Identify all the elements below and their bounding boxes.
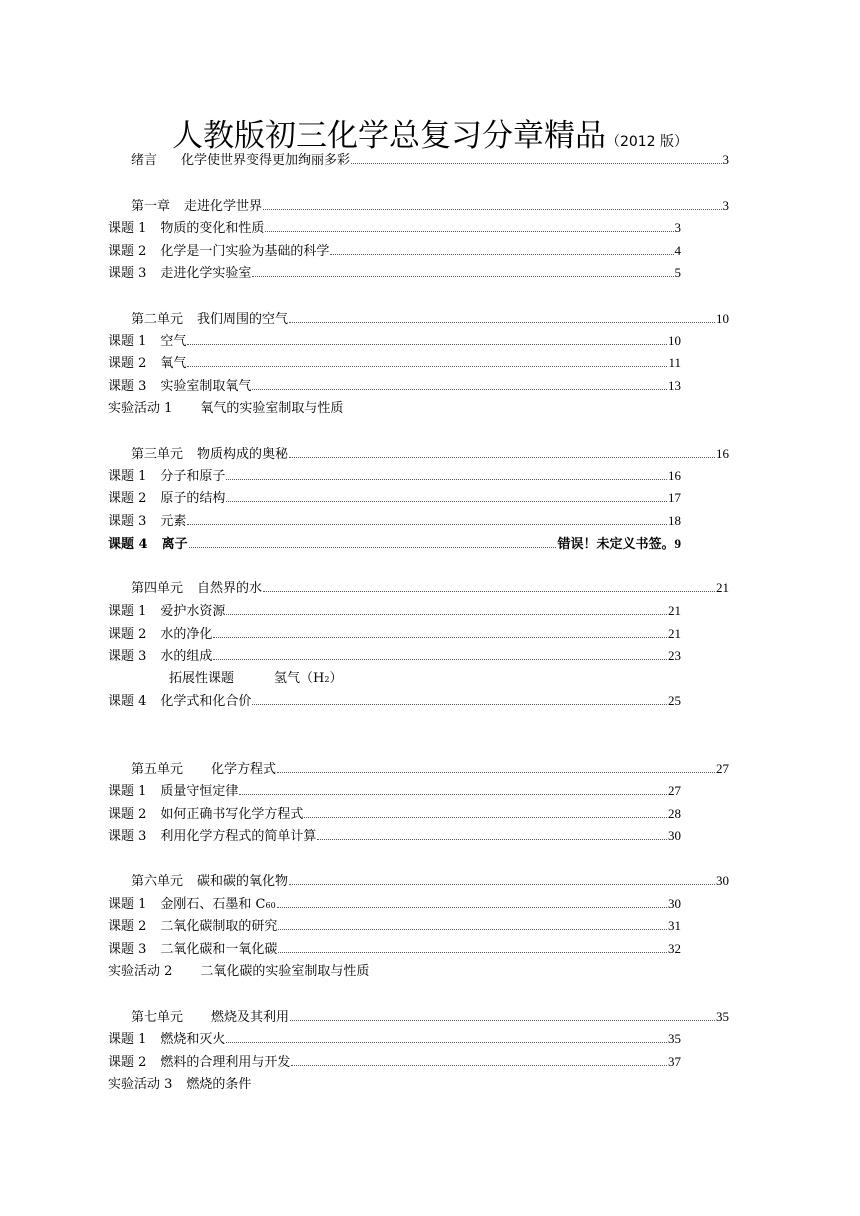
dot-leader <box>289 446 715 458</box>
toc-text: 二氧化碳制取的研究 <box>160 919 278 934</box>
title-main: 人教版初三化学总复习分章精品 <box>171 118 606 154</box>
toc-text: 实验室制取氧气 <box>160 379 252 394</box>
subscript: 2 <box>324 675 330 684</box>
title-edition: （2012 版） <box>605 134 689 150</box>
dot-leader <box>226 603 667 615</box>
toc-entry-activity-1[interactable] <box>108 401 343 417</box>
toc-entry-preface[interactable] <box>131 152 729 169</box>
toc-entry-chapter-1[interactable] <box>131 198 729 215</box>
dot-leader <box>213 648 667 660</box>
dot-leader <box>278 941 667 953</box>
toc-entry-1-2[interactable] <box>108 243 681 260</box>
toc-text: 物质构成的奥秘 <box>197 447 289 462</box>
toc-text: 燃烧和灭火 <box>160 1032 226 1047</box>
dot-leader <box>317 828 667 840</box>
dot-leader <box>277 896 667 908</box>
toc-page: 21 <box>668 603 681 618</box>
toc-entry-5-3[interactable] <box>108 828 681 845</box>
toc-entry-3-4[interactable] <box>108 536 681 553</box>
toc-entry-2-2[interactable] <box>108 355 681 372</box>
toc-page: 30 <box>668 828 681 843</box>
toc-page: 11 <box>668 355 681 370</box>
dot-leader <box>330 243 673 255</box>
toc-text-close: ） <box>329 671 343 686</box>
dot-leader <box>213 626 667 638</box>
toc-entry-3-2[interactable] <box>108 490 681 507</box>
toc-label: 课题 3 <box>108 514 147 529</box>
toc-text: 氧气的实验室制取与性质 <box>200 401 344 416</box>
dot-leader <box>304 806 667 818</box>
toc-entry-6-3[interactable] <box>108 941 681 958</box>
toc-text: 利用化学方程式的简单计算 <box>160 829 317 844</box>
toc-page: 17 <box>668 490 681 505</box>
toc-page: 31 <box>668 918 681 933</box>
dot-leader <box>187 355 667 367</box>
toc-text: 空气 <box>160 334 187 349</box>
toc-text: 化学是一门实验为基础的科学 <box>160 244 330 259</box>
toc-page: 3 <box>722 152 729 167</box>
toc-label: 课题 1 <box>108 604 147 619</box>
toc-page: 37 <box>668 1054 681 1069</box>
toc-entry-unit-2[interactable] <box>131 311 729 328</box>
toc-label: 实验活动 3 <box>108 1077 173 1092</box>
dot-leader <box>252 265 673 277</box>
toc-page: 5 <box>674 265 681 280</box>
toc-text: 燃烧的条件 <box>186 1077 252 1092</box>
toc-page-error: 错误！未定义书签。9 <box>557 536 681 551</box>
toc-entry-activity-2[interactable] <box>108 964 369 980</box>
toc-label: 绪言 <box>131 153 158 168</box>
toc-entry-7-2[interactable] <box>108 1054 681 1071</box>
dot-leader <box>239 783 667 795</box>
toc-page: 25 <box>668 693 681 708</box>
toc-entry-7-1[interactable] <box>108 1031 681 1048</box>
toc-page: 28 <box>668 806 681 821</box>
toc-page: 30 <box>668 896 681 911</box>
toc-page: 16 <box>668 468 681 483</box>
dot-leader <box>263 580 715 592</box>
toc-text: 燃烧及其利用 <box>211 1010 290 1025</box>
toc-page: 3 <box>674 220 681 235</box>
toc-entry-4-3[interactable] <box>108 648 681 665</box>
toc-label: 第四单元 <box>131 581 184 596</box>
toc-text: 爱护水资源 <box>160 604 226 619</box>
dot-leader <box>289 311 715 323</box>
dot-leader <box>351 152 721 164</box>
dot-leader <box>291 1054 667 1066</box>
dot-leader <box>277 761 715 773</box>
toc-entry-6-1[interactable] <box>108 896 681 914</box>
toc-text: 我们周围的空气 <box>197 312 289 327</box>
toc-entry-5-1[interactable] <box>108 783 681 800</box>
toc-page: 30 <box>716 873 729 888</box>
toc-label: 课题 2 <box>108 807 147 822</box>
toc-entry-extension[interactable] <box>169 671 342 688</box>
toc-entry-3-1[interactable] <box>108 468 681 485</box>
toc-text: 燃料的合理利用与开发 <box>160 1055 291 1070</box>
toc-label: 课题 1 <box>108 469 147 484</box>
toc-entry-4-4[interactable] <box>108 693 681 710</box>
toc-page: 18 <box>668 513 681 528</box>
toc-label: 第三单元 <box>131 447 184 462</box>
subscript: 60 <box>265 901 276 910</box>
toc-entry-activity-3[interactable] <box>108 1077 251 1093</box>
toc-text: 自然界的水 <box>197 581 263 596</box>
toc-text: 二氧化碳和一氧化碳 <box>160 942 278 957</box>
toc-label: 第七单元 <box>131 1010 184 1025</box>
toc-page: 32 <box>668 941 681 956</box>
toc-entry-3-3[interactable] <box>108 513 681 530</box>
toc-entry-2-3[interactable] <box>108 378 681 395</box>
toc-label: 拓展性课题 <box>169 671 235 686</box>
toc-label: 课题 2 <box>108 356 147 371</box>
dot-leader <box>226 468 667 480</box>
dot-leader <box>278 918 667 930</box>
toc-text: 如何正确书写化学方程式 <box>160 807 304 822</box>
toc-label: 课题 3 <box>108 649 147 664</box>
toc-text: 碳和碳的氧化物 <box>197 874 289 889</box>
dot-leader <box>187 333 667 345</box>
toc-text: 走进化学实验室 <box>160 266 252 281</box>
toc-text: 离子 <box>161 537 188 552</box>
toc-label: 课题 1 <box>108 897 147 912</box>
toc-page: 21 <box>716 580 729 595</box>
dot-leader <box>289 873 715 885</box>
toc-page: 3 <box>722 198 729 213</box>
toc-entry-1-1[interactable] <box>108 220 681 237</box>
toc-entry-unit-6[interactable] <box>131 873 729 890</box>
dot-leader <box>252 693 667 705</box>
toc-label: 课题 1 <box>108 1032 147 1047</box>
toc-entry-5-2[interactable] <box>108 806 681 823</box>
toc-page: 27 <box>716 761 729 776</box>
dot-leader <box>263 198 721 210</box>
toc-label: 课题 2 <box>108 1055 147 1070</box>
toc-label: 课题 3 <box>108 942 147 957</box>
toc-label: 第六单元 <box>131 874 184 889</box>
toc-label: 课题 2 <box>108 919 147 934</box>
toc-label: 课题 2 <box>108 627 147 642</box>
toc-text: 原子的结构 <box>160 491 226 506</box>
toc-text: 水的净化 <box>160 627 213 642</box>
toc-text: 氢气（H <box>274 671 325 686</box>
toc-label: 实验活动 2 <box>108 964 173 979</box>
dot-leader <box>189 536 557 548</box>
toc-entry-6-2[interactable] <box>108 918 681 935</box>
toc-entry-unit-4[interactable] <box>131 580 729 597</box>
toc-label: 课题 1 <box>108 221 147 236</box>
toc-label: 实验活动 1 <box>108 401 173 416</box>
toc-text: 走进化学世界 <box>184 199 263 214</box>
toc-label: 第二单元 <box>131 312 184 327</box>
toc-entry-unit-7[interactable] <box>131 1009 729 1026</box>
toc-entry-unit-5[interactable] <box>131 761 729 778</box>
dot-leader <box>265 220 673 232</box>
toc-page: 23 <box>668 648 681 663</box>
toc-text: 氧气 <box>160 356 187 371</box>
toc-label: 课题 4 <box>108 694 147 709</box>
toc-entry-2-1[interactable] <box>108 333 681 350</box>
toc-page: 10 <box>716 311 729 326</box>
toc-label: 课题 2 <box>108 244 147 259</box>
dot-leader <box>290 1009 715 1021</box>
toc-label: 课题 2 <box>108 491 147 506</box>
toc-entry-4-2[interactable] <box>108 626 681 643</box>
toc-page: 35 <box>716 1009 729 1024</box>
toc-page: 10 <box>668 333 681 348</box>
toc-text: 分子和原子 <box>160 469 226 484</box>
toc-label: 第一章 <box>131 199 171 214</box>
document-title <box>0 110 860 155</box>
toc-text: 化学方程式 <box>211 762 277 777</box>
toc-text: 化学使世界变得更加绚丽多彩 <box>181 153 351 168</box>
dot-leader <box>226 490 667 502</box>
toc-label: 课题 1 <box>108 334 147 349</box>
toc-label: 课题 3 <box>108 379 147 394</box>
toc-label: 课题 1 <box>108 784 147 799</box>
dot-leader <box>252 378 667 390</box>
toc-text: 元素 <box>160 514 187 529</box>
toc-text: 金刚石、石墨和 C <box>160 897 266 912</box>
toc-entry-1-3[interactable] <box>108 265 681 282</box>
toc-entry-unit-3[interactable] <box>131 446 729 463</box>
toc-page: 13 <box>668 378 681 393</box>
dot-leader <box>226 1031 667 1043</box>
dot-leader <box>187 513 667 525</box>
toc-label: 课题 3 <box>108 266 147 281</box>
toc-text: 水的组成 <box>160 649 213 664</box>
toc-label: 课题 4 <box>108 537 148 552</box>
toc-text: 物质的变化和性质 <box>160 221 265 236</box>
toc-text: 化学式和化合价 <box>160 694 252 709</box>
toc-page: 21 <box>668 626 681 641</box>
toc-text: 二氧化碳的实验室制取与性质 <box>200 964 370 979</box>
toc-text: 质量守恒定律 <box>160 784 239 799</box>
toc-entry-4-1[interactable] <box>108 603 681 620</box>
toc-label: 第五单元 <box>131 762 184 777</box>
toc-page: 16 <box>716 446 729 461</box>
toc-page: 27 <box>668 783 681 798</box>
toc-page: 4 <box>674 243 681 258</box>
toc-label: 课题 3 <box>108 829 147 844</box>
toc-page: 35 <box>668 1031 681 1046</box>
